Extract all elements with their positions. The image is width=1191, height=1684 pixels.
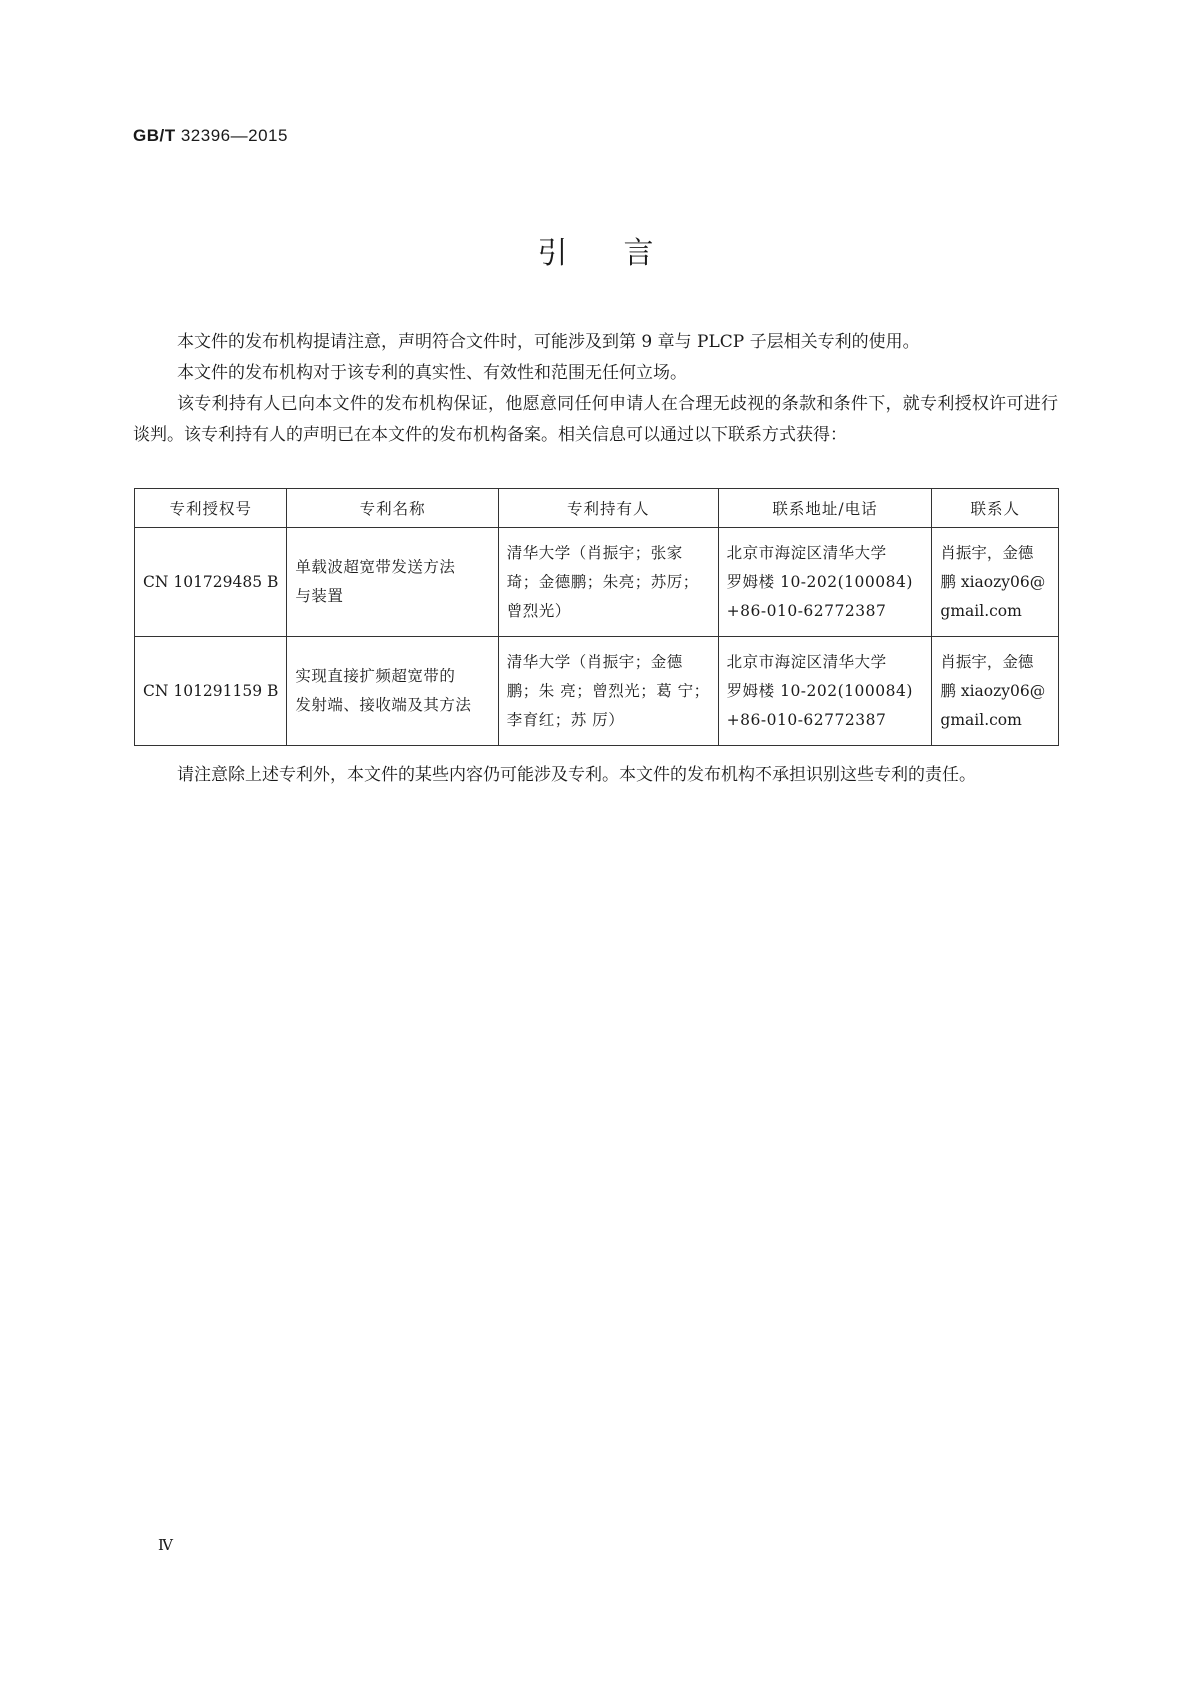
header-contact-person: 联系人 — [932, 489, 1059, 528]
paragraph-no-position: 本文件的发布机构对于该专利的真实性、有效性和范围无任何立场。 — [177, 363, 687, 383]
standard-code — [133, 126, 288, 146]
contact-person: 肖振宇，金德 鹏 xiaozy06@ gmail.com — [932, 637, 1059, 746]
patent-table — [134, 488, 1059, 746]
header-contact-address: 联系地址/电话 — [718, 489, 932, 528]
paragraph-patent-notice: 本文件的发布机构提请注意，声明符合文件时，可能涉及到第 9 章与 PLCP 子层相关专利的使用。 — [177, 332, 920, 352]
contact-address: 北京市海淀区清华大学 罗姆楼 10-202(100084) +86-010-62772387 — [718, 528, 932, 637]
paragraph-other-patents: 请注意除上述专利外，本文件的某些内容仍可能涉及专利。本文件的发布机构不承担识别这些专利的责任。 — [177, 765, 976, 785]
patent-name: 实现直接扩频超宽带的 发射端、接收端及其方法 — [287, 637, 498, 746]
patent-holder: 清华大学（肖振宇；张家 琦；金德鹏；朱亮；苏厉； 曾烈光） — [498, 528, 718, 637]
patent-holder: 清华大学（肖振宇；金德 鹏；朱 亮；曾烈光；葛 宁； 李育红；苏 厉） — [498, 637, 718, 746]
paragraph-holder-assurance: 该专利持有人已向本文件的发布机构保证，他愿意同任何申请人在合理无歧视的条款和条件下，就专利授权许可进行谈判。该专利持有人的声明已在本文件的发布机构备案。相关信息可以通过以下联系方式获得： — [133, 394, 1058, 445]
page-number: Ⅳ — [158, 1536, 173, 1554]
patent-number: CN 101291159 B — [135, 637, 287, 746]
table-header-row — [135, 489, 1059, 528]
patent-name: 单载波超宽带发送方法 与装置 — [287, 528, 498, 637]
header-patent-name: 专利名称 — [287, 489, 498, 528]
standard-prefix: GB/T — [133, 126, 176, 145]
table-row — [135, 528, 1059, 637]
table-row — [135, 637, 1059, 746]
page-title: 引言 — [537, 236, 710, 271]
contact-address: 北京市海淀区清华大学 罗姆楼 10-202(100084) +86-010-62772387 — [718, 637, 932, 746]
patent-number: CN 101729485 B — [135, 528, 287, 637]
standard-number: 32396—2015 — [180, 126, 288, 145]
header-patent-holder: 专利持有人 — [498, 489, 718, 528]
contact-person: 肖振宇，金德 鹏 xiaozy06@ gmail.com — [932, 528, 1059, 637]
header-patent-number: 专利授权号 — [135, 489, 287, 528]
